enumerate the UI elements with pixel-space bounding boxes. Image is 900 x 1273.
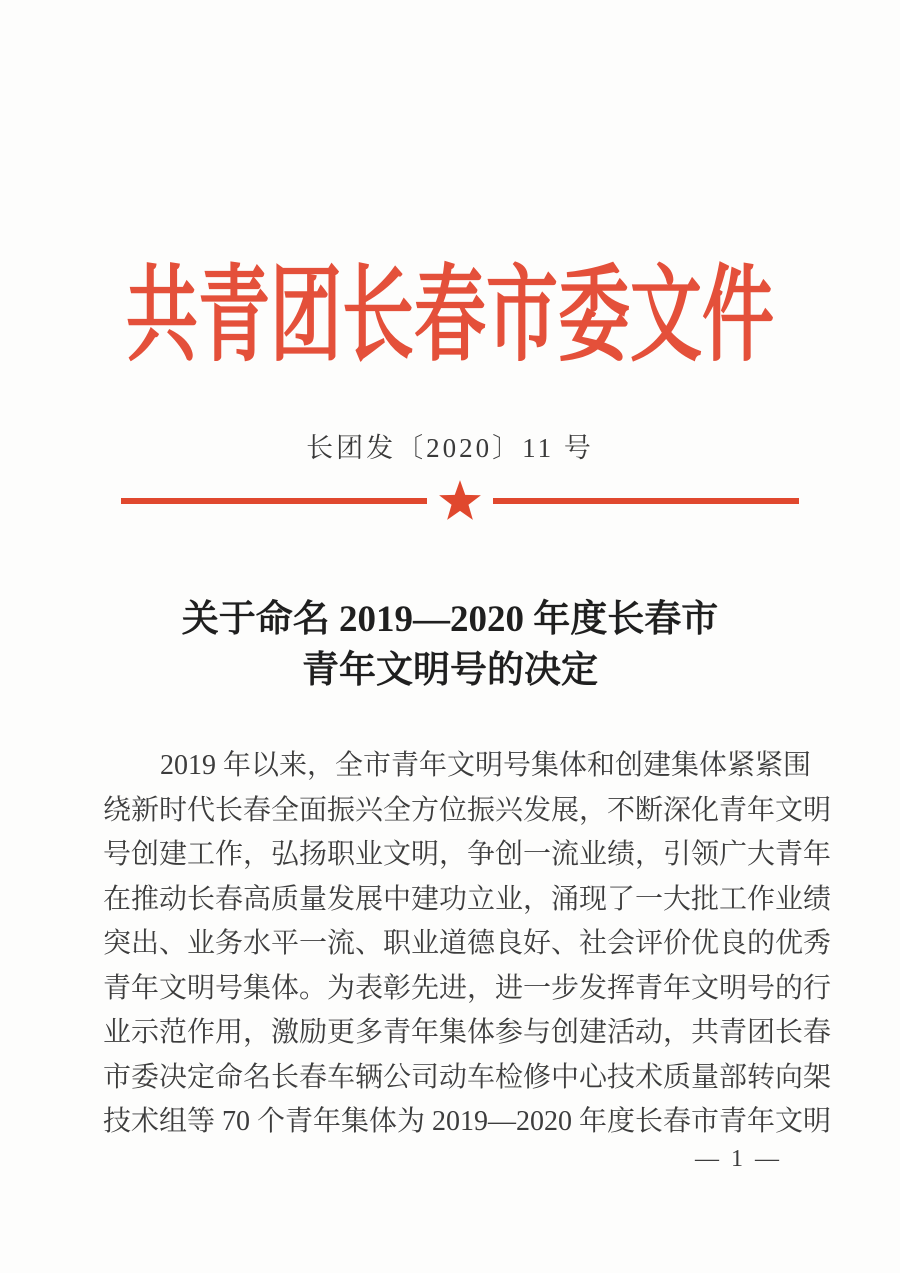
document-title [100, 594, 800, 696]
red-star-icon [437, 479, 483, 523]
document-title-line-1: 关于命名 2019—2020 年度长春市 [181, 599, 719, 640]
page-number: — 1 — [695, 1146, 782, 1172]
body-text-line: 市委决定命名长春车辆公司动车检修中心技术质量部转向架 [103, 1061, 832, 1093]
body-text-line: 在推动长春高质量发展中建功立业，涌现了一大批工作业绩 [103, 883, 832, 915]
body-text-line: 技术组等 70 个青年集体为 2019—2020 年度长春市青年文明 [103, 1106, 832, 1137]
body-text-line: 突出、业务水平一流、职业道德良好、社会评价优良的优秀 [103, 928, 832, 959]
doc-reference-number: 长团发〔2020〕11 号 [306, 433, 594, 463]
body-text-line: 号创建工作，弘扬职业文明，争创一流业绩，引领广大青年 [103, 839, 832, 870]
red-divider-rule [121, 481, 799, 521]
body-text-line: 青年文明号集体。为表彰先进，进一步发挥青年文明号的行 [103, 972, 832, 1004]
document-title-line-2: 青年文明号的决定 [302, 650, 598, 691]
divider-line-left [121, 498, 427, 504]
body-text-line: 绕新时代长春全面振兴全方位振兴发展，不断深化青年文明 [103, 794, 832, 826]
document-body [103, 744, 832, 1145]
body-text-line: 2019 年以来，全市青年文明号集体和创建集体紧紧围 [160, 750, 812, 781]
body-text-line: 业示范作用，激励更多青年集体参与创建活动，共青团长春 [103, 1017, 832, 1048]
org-header-title: 共青团长春市委文件 [125, 258, 774, 375]
divider-line-right [493, 498, 799, 504]
